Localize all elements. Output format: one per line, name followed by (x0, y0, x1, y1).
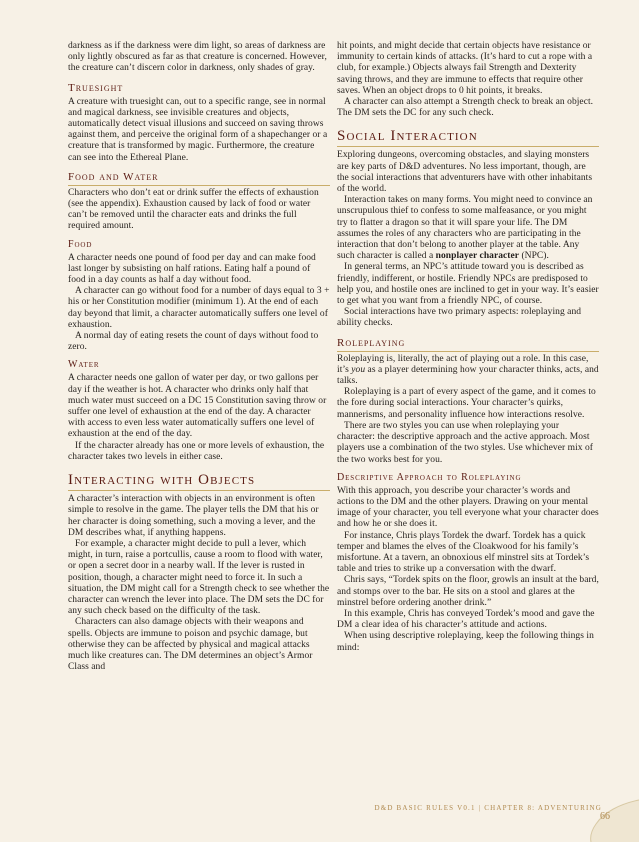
page-footer: D&D BASIC RULES V0.1 | CHAPTER 8: ADVENTURING (374, 804, 602, 812)
food-and-water-paragraph: Characters who don’t eat or drink suffer the effects of exhaustion (see the appendix). Exhaustion caused by lack of food or water can’t be removed until the character eats and drinks the full required amount. (68, 187, 319, 232)
interacting-with-objects-heading: Interacting with Objects (68, 472, 330, 491)
food-and-water-heading: Food and Water (68, 171, 330, 186)
nonplayer-character-term: nonplayer character (435, 251, 520, 262)
water-paragraph-2: If the character already has one or more levels of exhaustion, the character takes two levels in either case. (68, 440, 325, 462)
descriptive-paragraph-3: Chris says, “Tordek spits on the floor, growls an insult at the bard, and stomps over to the bar. He sits on a stool and glares at the minstrel before ordering another drink.” (337, 575, 599, 608)
descriptive-paragraph-2: For instance, Chris plays Tordek the dwarf. Tordek has a quick temper and blames the elves of the Cloakwood for his family’s misfortune. At a tavern, an obnoxious elf minstrel sits at Tordek’s table and tries to strike up a conversation with the dwarf. (337, 530, 590, 575)
social-paragraph-2-tail: (NPC). (519, 251, 549, 262)
left-column (68, 41, 330, 673)
roleplaying-paragraph-2: Roleplaying is a part of every aspect of the game, and it comes to the fore during social interactions. Your character’s quirks, mannerisms, and personality influence how interactions resolve. (337, 387, 596, 420)
descriptive-paragraph-1: With this approach, you describe your character’s words and actions to the DM and the other players. Drawing on your mental image of your character, you tell everyone what your character does and how he or she does it. (337, 485, 599, 530)
social-paragraph-2-text: Interaction takes on many forms. You might need to convince an unscrupulous thief to confess to some malfeasance, or you might try to flatter a dragon so that it will spare your life. The DM assumes the roles of any characters who are participating in the interaction that don’t belong to another player at the table. Any such character is called a (337, 195, 593, 262)
page-number: 66 (600, 811, 610, 822)
interacting-paragraph-3: Characters can also damage objects with their weapons and spells. Objects are immune to poison and psychic damage, but otherwise they can be affected by physical and magical attacks much like creatures can. The DM determines an object’s Armor Class and (68, 617, 313, 673)
right-column (337, 41, 599, 654)
interacting-paragraph-2: For example, a character might decide to pull a lever, which might, in turn, raise a portcullis, cause a room to flood with water, or open a secret door in a nearby wall. If the lever is rusted in position, though, a character might need to force it. In such a situation, the DM might call for a Strength check to see whether the character can wrench the lever into place. The DM sets the DC for any such check based on the difficulty of the task. (68, 538, 330, 617)
descriptive-approach-heading: Descriptive Approach to Roleplaying (337, 471, 522, 483)
food-paragraph-3: A normal day of eating resets the count of days without food to zero. (68, 331, 319, 353)
strength-check-paragraph: A character can also attempt a Strength check to break an object. The DM sets the DC for any such check. (337, 97, 594, 119)
roleplaying-paragraph-1-text: Roleplaying is, literally, the act of playing out a role. In this case, it’s (337, 353, 589, 375)
water-paragraph-1: A character needs one gallon of water per day, or two gallons per day if the weather is hot. A character who drinks only half that much water must succeed on a DC 15 Constitution saving throw or suffer one level of exhaustion at the end of the day. A character with access to even less water automatically suffers one level of exhaustion at the end of the day. (68, 373, 327, 440)
interacting-paragraph-1: A character’s interaction with objects in an environment is often simple to resolve in the game. The player tells the DM that his or her character is doing something, such a moving a lever, and the DM describes what, if anything happens. (68, 494, 319, 538)
hit-points-paragraph: hit points, and might decide that certain objects have resistance or immunity to certain kinds of attacks. (It’s hard to cut a rope with a club, for example.) Objects always fail Strength and Dexterity saving throws, and they are immune to effects that require other saves. When an object drops to 0 hit points, it breaks. (337, 41, 593, 96)
food-heading: Food (68, 238, 93, 250)
roleplaying-heading: Roleplaying (337, 337, 599, 352)
social-paragraph-2 (337, 195, 599, 262)
roleplaying-paragraph-1-tail: as a player determining how your character thinks, acts, and talks. (337, 364, 599, 387)
darkness-paragraph: darkness as if the darkness were dim light, so areas of darkness are only lightly obscured as far as that creature is concerned. However, the creature can’t discern color in darkness, only shades of gray. (68, 41, 327, 74)
social-interaction-heading: Social Interaction (337, 128, 599, 147)
roleplaying-paragraph-3: There are two styles you can use when roleplaying your character: the descriptive approach and the active approach. Most players use a combination of the two styles. Use whichever mix of the two works best for you. (337, 420, 593, 465)
truesight-paragraph: A creature with truesight can, out to a specific range, see in normal and magical darkness, see invisible creatures and objects, automatically detect visual illusions and succeed on saving throws against them, and perceive the original form of a shapechanger or a creature that is transformed by magic. Furthermore, the creature can see into the Ethereal Plane. (68, 96, 328, 163)
descriptive-paragraph-5: When using descriptive roleplaying, keep the following things in mind: (337, 631, 594, 653)
food-paragraph-2: A character can go without food for a number of days equal to 3 + his or her Constitution modifier (minimum 1). At the end of each day beyond that limit, a character automatically suffers one level of exhaustion. (68, 286, 330, 330)
roleplaying-emphasis: you (351, 364, 366, 375)
social-paragraph-3: In general terms, an NPC’s attitude toward you is described as friendly, indifferent, or hostile. Friendly NPCs are predisposed to help you, and hostile ones are inclined to get in your way. It’s easier to get what you want from a friendly NPC, of course. (337, 262, 599, 307)
descriptive-paragraph-4: In this example, Chris has conveyed Tordek’s mood and gave the DM a clear idea of his character’s attitude and actions. (337, 608, 595, 631)
social-paragraph-1: Exploring dungeons, overcoming obstacles, and slaying monsters are key parts of D&D adventures. No less important, though, are the social interactions that adventurers have with other inhabitants of the world. (337, 150, 593, 195)
social-paragraph-4: Social interactions have two primary aspects: roleplaying and ability checks. (337, 307, 582, 329)
truesight-heading: Truesight (68, 81, 124, 94)
water-heading: Water (68, 359, 100, 371)
roleplaying-paragraph-1 (337, 354, 599, 388)
food-paragraph-1: A character needs one pound of food per day and can make food last longer by subsisting on half rations. Eating half a pound of food in a day counts as half a day without food. (68, 252, 316, 286)
